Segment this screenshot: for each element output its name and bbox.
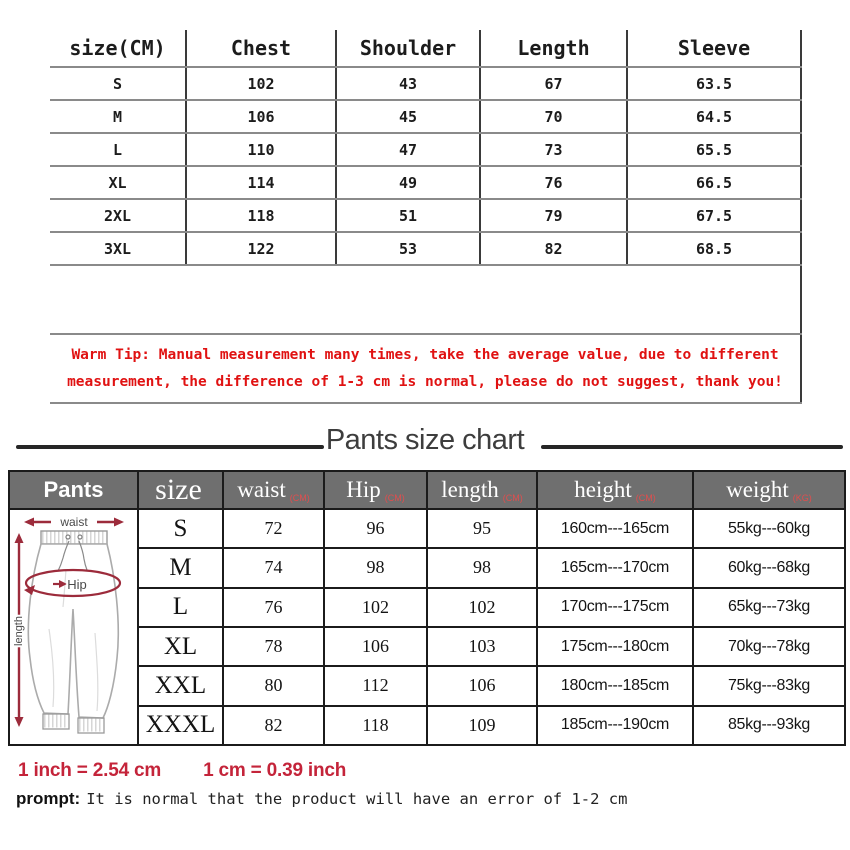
pants-header-weight-unit: (KG) bbox=[792, 493, 812, 503]
measurement-cell: 45 bbox=[336, 100, 480, 133]
top-table-row bbox=[50, 100, 801, 133]
measurement-cell: 102 bbox=[324, 588, 427, 627]
pants-header-hip-unit: (CM) bbox=[384, 493, 405, 503]
pants-header-hip-label: Hip bbox=[346, 477, 381, 502]
measurement-cell: 96 bbox=[324, 509, 427, 548]
measurement-cell: 76 bbox=[480, 166, 627, 199]
pants-header-weight-label: weight bbox=[726, 477, 789, 502]
size-label-cell: 3XL bbox=[50, 232, 186, 265]
range-cell: 160cm---165cm bbox=[537, 509, 693, 548]
conversion-cm-to-inch: 1 cm = 0.39 inch bbox=[203, 760, 347, 781]
measurement-cell: 102 bbox=[186, 67, 336, 100]
size-label-cell: L bbox=[50, 133, 186, 166]
length-label: length bbox=[13, 616, 25, 646]
measurement-cell: 53 bbox=[336, 232, 480, 265]
pants-header-weight bbox=[693, 471, 845, 509]
measurement-cell: 82 bbox=[223, 706, 324, 745]
measurement-cell: 65.5 bbox=[627, 133, 801, 166]
measurement-cell: 51 bbox=[336, 199, 480, 232]
range-cell: 65kg---73kg bbox=[693, 588, 845, 627]
top-size-table bbox=[50, 30, 802, 404]
hip-label: Hip bbox=[67, 577, 87, 592]
header-length: Length bbox=[480, 30, 627, 67]
pants-header-length bbox=[427, 471, 537, 509]
pants-diagram-cell bbox=[9, 509, 138, 745]
measurement-cell: 43 bbox=[336, 67, 480, 100]
pants-size-table bbox=[8, 470, 846, 746]
pants-header-length-label: length bbox=[441, 477, 499, 502]
measurement-cell: 118 bbox=[324, 706, 427, 745]
top-table-row bbox=[50, 67, 801, 100]
top-table-row bbox=[50, 232, 801, 265]
measurement-cell: 106 bbox=[324, 627, 427, 666]
top-table-row bbox=[50, 133, 801, 166]
size-label-cell: S bbox=[138, 509, 223, 548]
measurement-cell: 63.5 bbox=[627, 67, 801, 100]
top-size-table-body bbox=[50, 67, 801, 265]
conversion-inch-to-cm: 1 inch = 2.54 cm bbox=[18, 760, 162, 781]
measurement-cell: 106 bbox=[427, 666, 537, 705]
measurement-cell: 102 bbox=[427, 588, 537, 627]
measurement-cell: 122 bbox=[186, 232, 336, 265]
prompt-text: It is normal that the product will have an error of 1-2 cm bbox=[86, 790, 628, 808]
measurement-cell: 95 bbox=[427, 509, 537, 548]
warm-tip-row bbox=[50, 334, 801, 403]
size-label-cell: M bbox=[138, 548, 223, 587]
measurement-cell: 118 bbox=[186, 199, 336, 232]
measurement-cell: 79 bbox=[480, 199, 627, 232]
spacer-cell bbox=[50, 265, 801, 334]
pants-header-height-unit: (CM) bbox=[635, 493, 656, 503]
size-label-cell: XL bbox=[50, 166, 186, 199]
measurement-cell: 49 bbox=[336, 166, 480, 199]
measurement-cell: 64.5 bbox=[627, 100, 801, 133]
waist-label: waist bbox=[60, 515, 88, 529]
pants-header-hip bbox=[324, 471, 427, 509]
size-label-cell: XXXL bbox=[138, 706, 223, 745]
pants-header-length-unit: (CM) bbox=[502, 493, 523, 503]
size-label-cell: M bbox=[50, 100, 186, 133]
warm-tip-text: Warm Tip: Manual measurement many times, take the average value, due to different measurement, the difference of 1-3 cm is normal, please do not suggest, thank you! bbox=[67, 347, 783, 390]
measurement-cell: 98 bbox=[324, 548, 427, 587]
pants-table-row bbox=[9, 509, 845, 548]
range-cell: 175cm---180cm bbox=[537, 627, 693, 666]
measurement-cell: 70 bbox=[480, 100, 627, 133]
measurement-cell: 98 bbox=[427, 548, 537, 587]
measurement-cell: 67.5 bbox=[627, 199, 801, 232]
pants-header-height-label: height bbox=[574, 477, 632, 502]
measurement-cell: 72 bbox=[223, 509, 324, 548]
measurement-cell: 110 bbox=[186, 133, 336, 166]
range-cell: 180cm---185cm bbox=[537, 666, 693, 705]
range-cell: 75kg---83kg bbox=[693, 666, 845, 705]
range-cell: 170cm---175cm bbox=[537, 588, 693, 627]
prompt-note bbox=[16, 789, 627, 809]
prompt-label: prompt: bbox=[16, 789, 81, 808]
header-shoulder: Shoulder bbox=[336, 30, 480, 67]
pants-header-size-label: size bbox=[155, 473, 202, 506]
pants-table-body bbox=[9, 509, 845, 745]
size-label-cell: XL bbox=[138, 627, 223, 666]
top-table-row bbox=[50, 199, 801, 232]
range-cell: 55kg---60kg bbox=[693, 509, 845, 548]
measurement-cell: 47 bbox=[336, 133, 480, 166]
measurement-cell: 103 bbox=[427, 627, 537, 666]
range-cell: 165cm---170cm bbox=[537, 548, 693, 587]
top-table-row bbox=[50, 166, 801, 199]
measurement-cell: 78 bbox=[223, 627, 324, 666]
range-cell: 70kg---78kg bbox=[693, 627, 845, 666]
unit-conversion-note bbox=[18, 760, 346, 782]
pants-header-waist-label: waist bbox=[237, 477, 286, 502]
measurement-cell: 106 bbox=[186, 100, 336, 133]
spacer-row bbox=[50, 265, 801, 334]
size-label-cell: L bbox=[138, 588, 223, 627]
range-cell: 60kg---68kg bbox=[693, 548, 845, 587]
pants-measure-diagram bbox=[11, 511, 136, 739]
size-label-cell: 2XL bbox=[50, 199, 186, 232]
measurement-cell: 112 bbox=[324, 666, 427, 705]
measurement-cell: 82 bbox=[480, 232, 627, 265]
pants-header-waist-unit: (CM) bbox=[289, 493, 310, 503]
pants-header-height bbox=[537, 471, 693, 509]
measurement-cell: 114 bbox=[186, 166, 336, 199]
warm-tip-cell bbox=[50, 334, 801, 403]
measurement-cell: 109 bbox=[427, 706, 537, 745]
measurement-cell: 80 bbox=[223, 666, 324, 705]
measurement-cell: 66.5 bbox=[627, 166, 801, 199]
top-table-header-row bbox=[50, 30, 801, 67]
header-chest: Chest bbox=[186, 30, 336, 67]
range-cell: 185cm---190cm bbox=[537, 706, 693, 745]
pants-corner-header: Pants bbox=[9, 471, 138, 509]
measurement-cell: 74 bbox=[223, 548, 324, 587]
pants-chart-title: Pants size chart bbox=[325, 424, 525, 456]
size-label-cell: XXL bbox=[138, 666, 223, 705]
measurement-cell: 68.5 bbox=[627, 232, 801, 265]
size-label-cell: S bbox=[50, 67, 186, 100]
title-right-rule bbox=[541, 445, 843, 449]
header-sleeve: Sleeve bbox=[627, 30, 801, 67]
header-size: size(CM) bbox=[50, 30, 186, 67]
measurement-cell: 76 bbox=[223, 588, 324, 627]
measurement-cell: 67 bbox=[480, 67, 627, 100]
pants-header-size bbox=[138, 471, 223, 509]
pants-header-waist bbox=[223, 471, 324, 509]
measurement-cell: 73 bbox=[480, 133, 627, 166]
range-cell: 85kg---93kg bbox=[693, 706, 845, 745]
pants-table-header-row bbox=[9, 471, 845, 509]
